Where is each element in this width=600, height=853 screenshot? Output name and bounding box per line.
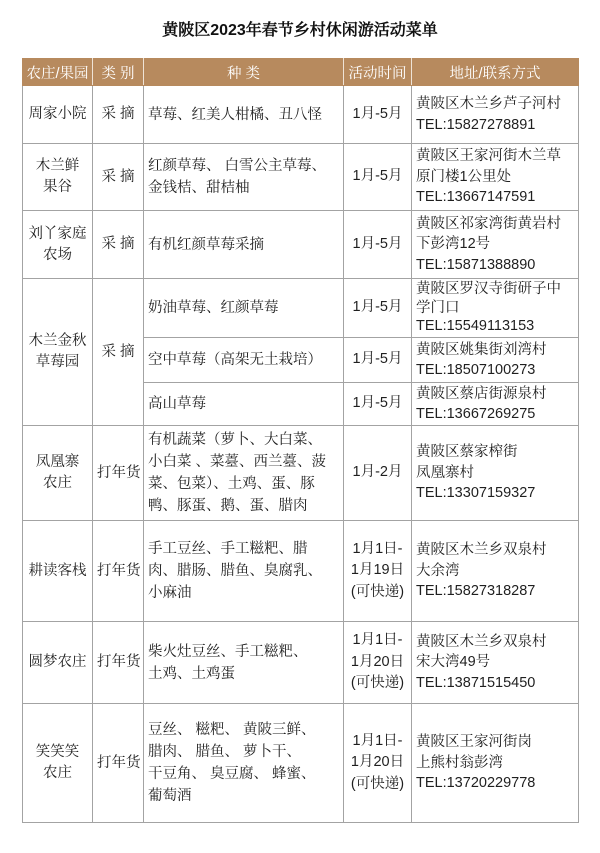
phone-number: TEL:13720229778 [416,775,536,792]
category-label: 打年货 [97,654,141,670]
farm-name: 耕读客栈 [28,562,87,579]
address-text: 宋大湾49号 [416,654,491,671]
period-text: (可快递) [350,775,405,792]
products-cell [144,383,344,426]
period-cell [344,144,412,211]
address-cell [412,338,579,383]
farm-name: 笑笑笑 [35,744,80,760]
address-text: 黄陂区木兰乡双泉村 [416,633,547,650]
products-text: 奶油草莓、红颜草莓 [148,300,279,316]
address-text: 大余湾 [416,562,460,579]
farm-name: 木兰鲜 [35,158,80,174]
period-cell [344,426,412,521]
period-cell [344,521,412,622]
category-label: 采 摘 [101,168,135,185]
period-text: 1月1日- [352,632,403,649]
address-text: 黄陂区木兰乡芦子河村 [416,96,561,112]
category-label: 打年货 [97,754,141,771]
address-text: 黄陂区罗汉寺街研子中 [416,281,561,298]
address-text: 下彭湾12号 [416,236,491,253]
period-text: 1月20日 [350,754,405,771]
activity-table [22,58,579,823]
period-text: 1月1日- [352,540,403,557]
address-cell [412,279,579,338]
table-row [23,704,579,823]
category-cell [93,426,144,521]
address-text: 凤凰寨村 [416,464,474,481]
period-cell [344,338,412,383]
phone-number: TEL:13667147591 [416,189,536,206]
category-cell [93,144,144,211]
products-text: 土鸡、土鸡蛋 [148,665,235,682]
farm-name-cell [23,521,93,622]
products-cell [144,426,344,521]
farm-name-cell [23,279,93,426]
address-text: 原门楼1公里处 [416,168,512,185]
category-cell [93,86,144,144]
period-cell [344,86,412,144]
table-header-row [23,59,579,86]
phone-number: TEL:15827318287 [416,583,536,600]
farm-name-cell [23,704,93,823]
address-text: 黄陂区王家河街岗 [416,734,532,751]
products-cell [144,704,344,823]
farm-name: 果谷 [43,179,72,195]
farm-name: 凤凰寨 [35,454,80,470]
table-row [23,144,579,211]
products-text: 小麻油 [148,585,192,601]
address-cell [412,704,579,823]
address-cell [412,211,579,279]
farm-name: 农庄 [43,475,72,491]
period-text: 1月-5月 [352,299,403,316]
phone-number: TEL:15871388890 [416,256,536,273]
address-cell [412,86,579,144]
period-text: 1月-5月 [352,235,403,252]
category-label: 采 摘 [101,343,135,360]
address-text: 黄陂区王家河街木兰草 [416,148,561,165]
farm-name: 农场 [43,246,72,263]
products-text: 手工豆丝、手工糍粑、腊 [148,541,308,557]
period-text: 1月19日 [350,562,405,579]
period-text: 1月-5月 [352,395,403,412]
period-cell [344,279,412,338]
phone-number: TEL:13871515450 [416,674,536,691]
products-text: 肉、腊肠、腊鱼、臭腐乳、 [148,563,322,579]
header-category: 类 别 [93,59,144,86]
products-text: 葡萄酒 [148,788,192,804]
category-label: 采 摘 [101,236,135,252]
farm-name-cell [23,86,93,144]
products-text: 有机红颜草莓采摘 [148,236,264,253]
address-cell [412,426,579,521]
table-row [23,86,579,144]
products-text: 空中草莓（高架无土栽培） [148,352,322,368]
products-text: 草莓、红美人柑橘、丑八怪 [148,106,322,123]
period-text: 1月-2月 [352,464,403,481]
address-cell [412,383,579,426]
products-cell [144,86,344,144]
farm-name: 农庄 [43,765,72,781]
farm-name-cell [23,622,93,704]
products-cell [144,338,344,383]
category-label: 打年货 [97,562,141,579]
products-text: 有机蔬菜（萝卜、大白菜、 [148,432,322,448]
address-text: 黄陂区蔡家榨街 [416,444,518,461]
period-cell [344,704,412,823]
category-cell [93,521,144,622]
header-products: 种 类 [144,59,344,86]
products-text: 腊肉、 腊鱼、 萝卜干、 [148,744,302,760]
products-cell [144,622,344,704]
products-text: 豆丝、 糍粑、 黄陂三鲜、 [148,722,316,738]
farm-name-cell [23,426,93,521]
phone-number: TEL:18507100273 [416,362,536,378]
period-text: (可快递) [350,583,405,600]
address-text: 黄陂区蔡店街源泉村 [416,385,547,402]
period-cell [344,383,412,426]
products-text: 菜、包菜）、土鸡、蛋、豚 [148,476,315,492]
address-text: 黄陂区木兰乡双泉村 [416,542,547,559]
farm-name: 刘丫家庭 [28,225,87,242]
header-farm: 农庄/果园 [23,59,93,86]
products-text: 柴火灶豆丝、手工糍粑、 [148,643,308,660]
period-text: (可快递) [350,675,405,692]
address-text: 黄陂区姚集街刘湾村 [416,341,547,358]
products-cell [144,521,344,622]
products-text: 小白菜 、菜薹、西兰薹、菠 [148,454,327,470]
period-text: 1月-5月 [352,351,403,368]
category-label: 采 摘 [101,106,135,122]
page-title: 黄陂区2023年春节乡村休闲游活动菜单 [162,22,438,39]
address-cell [412,622,579,704]
products-text: 高山草莓 [148,396,206,412]
table-row [23,279,579,338]
category-cell [93,279,144,426]
farm-name-cell [23,144,93,211]
products-text: 红颜草莓、 白雪公主草莓、 [148,158,327,174]
farm-name: 圆梦农庄 [28,654,87,670]
table-row [23,622,579,704]
products-text: 金钱桔、甜桔柚 [148,180,250,196]
phone-number: TEL:13307159327 [416,485,536,502]
category-cell [93,622,144,704]
header-period: 活动时间 [344,59,412,86]
header-address: 地址/联系方式 [412,59,579,86]
period-text: 1月1日- [352,732,403,749]
category-cell [93,704,144,823]
period-cell [344,211,412,279]
phone-number: TEL:13667269275 [416,406,536,422]
products-cell [144,144,344,211]
farm-name: 周家小院 [28,106,87,122]
phone-number: TEL:15827278891 [416,116,536,133]
period-text: 1月-5月 [352,168,403,185]
products-cell [144,211,344,279]
products-cell [144,279,344,338]
farm-name: 木兰金秋 [28,333,87,349]
address-text: 黄陂区祁家湾街黄岩村 [416,215,561,232]
table-row [23,426,579,521]
period-text: 1月-5月 [352,105,403,122]
address-cell [412,521,579,622]
address-text: 上熊村翁彭湾 [416,754,503,771]
period-text: 1月20日 [350,653,405,670]
table-row [23,521,579,622]
address-text: 学门口 [416,299,460,316]
products-text: 鸭、豚蛋、鹅、蛋、腊肉 [148,498,308,514]
table-row [23,211,579,279]
category-label: 打年货 [97,464,141,481]
farm-name-cell [23,211,93,279]
products-text: 干豆角、 臭豆腐、 蜂蜜、 [148,766,316,782]
farm-name: 草莓园 [35,354,80,370]
category-cell [93,211,144,279]
address-cell [412,144,579,211]
period-cell [344,622,412,704]
phone-number: TEL:15549113153 [416,318,535,335]
